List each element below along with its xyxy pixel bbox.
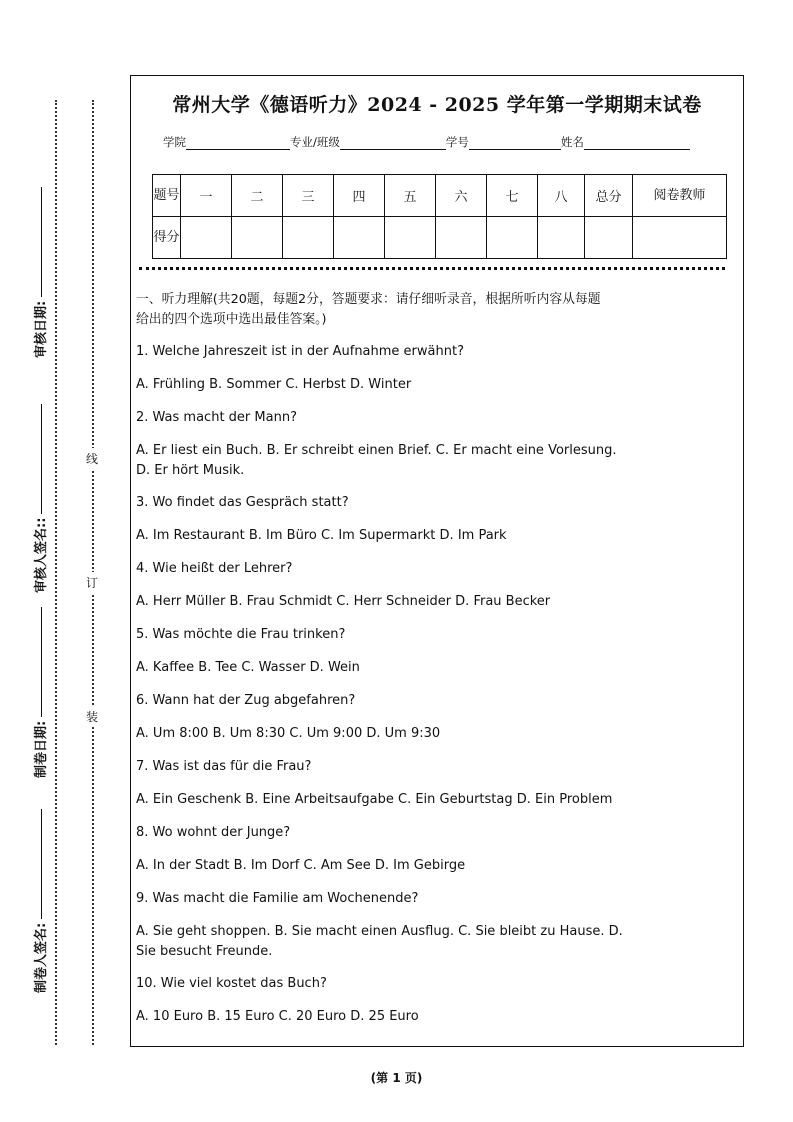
score-input-cell[interactable] xyxy=(181,217,232,259)
listening-section xyxy=(136,290,736,1027)
answer-options: A. Sie geht shoppen. B. Sie macht einen Ausflug. C. Sie bleibt zu Hause. D. xyxy=(136,924,623,939)
answer-options: A. Im Restaurant B. Im Büro C. Im Supermarkt D. Im Park xyxy=(136,528,507,543)
question-text: 1. Welche Jahreszeit ist in der Aufnahme erwähnt? xyxy=(136,344,464,359)
grader-input-cell[interactable] xyxy=(633,217,727,259)
question-text: 7. Was ist das für die Frau? xyxy=(136,759,312,774)
student-info-row xyxy=(163,134,690,150)
score-input-cell[interactable] xyxy=(232,217,283,259)
answer-options: A. Er liest ein Buch. B. Er schreibt einen Brief. C. Er macht eine Vorlesung. xyxy=(136,443,617,458)
major-label: 专业/班级 xyxy=(290,135,340,149)
exam-title: 常州大学《德语听力》2024 - 2025 学年第一学期期末试卷 xyxy=(172,94,702,116)
question-text: 6. Wann hat der Zug abgefahren? xyxy=(136,693,356,708)
sign-dotted-line xyxy=(55,100,57,1045)
answer-options: A. 10 Euro B. 15 Euro C. 20 Euro D. 25 Euro xyxy=(136,1009,419,1024)
section-cell: 八 xyxy=(538,175,585,217)
grader-header: 阅卷教师 xyxy=(633,175,727,217)
question-text: 10. Wie viel kostet das Buch? xyxy=(136,976,327,991)
score-input-cell[interactable] xyxy=(487,217,538,259)
section-cell: 三 xyxy=(283,175,334,217)
question-text: 3. Wo findet das Gespräch statt? xyxy=(136,495,349,510)
score-input-cell[interactable] xyxy=(538,217,585,259)
answer-options: A. Ein Geschenk B. Eine Arbeitsaufgabe C. Ein Geburtstag D. Ein Problem xyxy=(136,792,613,807)
section-cell: 二 xyxy=(232,175,283,217)
row-label-question: 题号 xyxy=(153,175,181,217)
reviewer-sign-label: 审核人签名:: xyxy=(34,517,49,593)
section-cell: 一 xyxy=(181,175,232,217)
section-cell: 五 xyxy=(385,175,436,217)
answer-options: A. Herr Müller B. Frau Schmidt C. Herr Schneider D. Frau Becker xyxy=(136,594,551,609)
binding-margin xyxy=(0,0,130,1122)
maker-sign-label: 制卷人签名: xyxy=(34,922,49,993)
reviewer-sign-field[interactable] xyxy=(30,402,49,595)
section-heading: 一、听力理解(共20题，每题2分，答题要求：请仔细听录音，根据所听内容从每题 xyxy=(136,292,601,307)
score-table xyxy=(152,174,727,259)
maker-date-label: 制卷日期: xyxy=(34,720,49,778)
answer-options: A. Kaffee B. Tee C. Wasser D. Wein xyxy=(136,660,360,675)
section-heading-cont: 给出的四个选项中选出最佳答案。) xyxy=(136,312,327,327)
binding-char-line: 线 xyxy=(86,448,98,469)
question-text: 2. Was macht der Mann? xyxy=(136,410,297,425)
question-text: 4. Wie heißt der Lehrer? xyxy=(136,561,293,576)
student-no-input[interactable] xyxy=(469,137,561,150)
score-input-cell[interactable] xyxy=(385,217,436,259)
answer-options-cont: Sie besucht Freunde. xyxy=(136,944,273,959)
student-no-label: 学号 xyxy=(445,135,469,149)
section-cell: 六 xyxy=(436,175,487,217)
reviewer-date-label: 审核日期: xyxy=(34,300,49,358)
reviewer-date-field[interactable] xyxy=(30,185,49,360)
question-text: 5. Was möchte die Frau trinken? xyxy=(136,627,346,642)
college-input[interactable] xyxy=(186,137,290,150)
row-label-score: 得分 xyxy=(153,217,181,259)
answer-options-cont: D. Er hört Musik. xyxy=(136,463,245,478)
binding-char-order: 订 xyxy=(86,572,98,593)
answer-options: A. Um 8:00 B. Um 8:30 C. Um 9:00 D. Um 9:30 xyxy=(136,726,441,741)
college-label: 学院 xyxy=(163,135,186,149)
maker-date-field[interactable] xyxy=(30,605,49,780)
section-cell: 七 xyxy=(487,175,538,217)
name-input[interactable] xyxy=(584,137,690,150)
answer-options: A. In der Stadt B. Im Dorf C. Am See D. Im Gebirge xyxy=(136,858,466,873)
total-header: 总分 xyxy=(585,175,633,217)
score-input-cell[interactable] xyxy=(436,217,487,259)
major-input[interactable] xyxy=(340,137,446,150)
total-input-cell[interactable] xyxy=(585,217,633,259)
name-label: 姓名 xyxy=(560,135,584,149)
maker-sign-field[interactable] xyxy=(30,807,49,995)
score-input-cell[interactable] xyxy=(283,217,334,259)
score-input-cell[interactable] xyxy=(334,217,385,259)
page-number: (第 1 页) xyxy=(370,1071,423,1085)
exam-frame xyxy=(130,75,744,1047)
question-text: 8. Wo wohnt der Junge? xyxy=(136,825,291,840)
question-text: 9. Was macht die Familie am Wochenende? xyxy=(136,891,419,906)
answer-options: A. Frühling B. Sommer C. Herbst D. Winter xyxy=(136,377,412,392)
section-divider xyxy=(139,267,725,270)
binding-char-bind: 装 xyxy=(86,706,98,727)
section-cell: 四 xyxy=(334,175,385,217)
